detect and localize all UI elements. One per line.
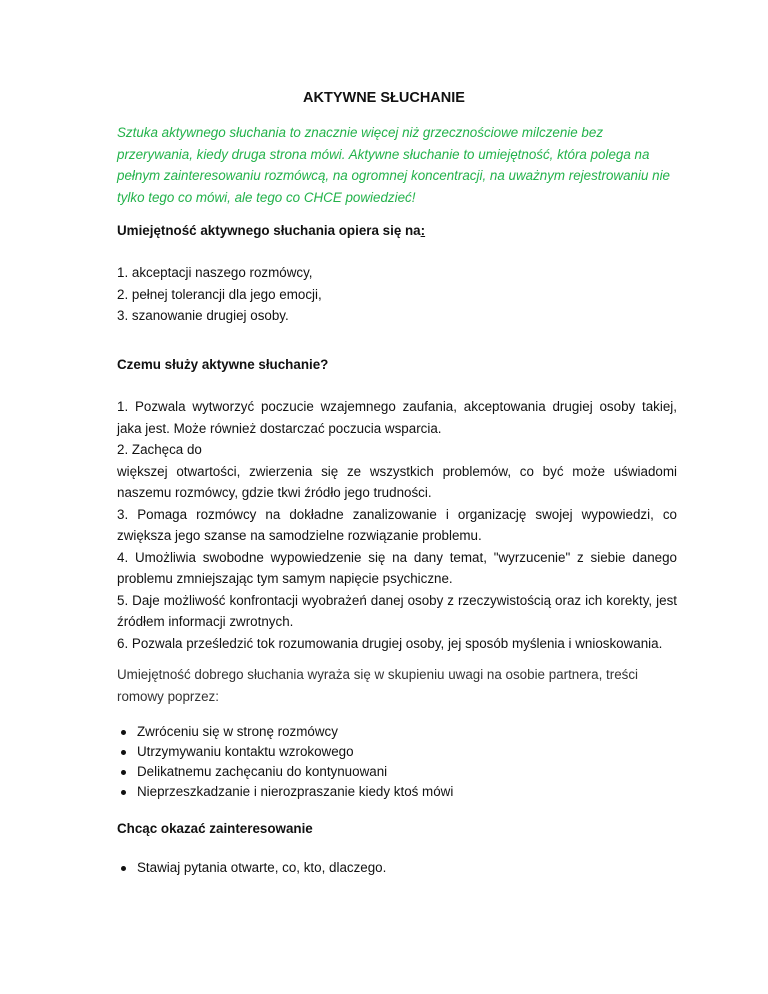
section3-bullets	[117, 722, 677, 802]
list-item	[117, 858, 677, 878]
document-title: AKTYWNE SŁUCHANIE	[303, 90, 465, 106]
list-item: 2. pełnej tolerancji dla jego emocji,	[117, 286, 322, 302]
section2-point-4: 4. Umożliwia swobodne wypowiedzenie się na dany temat, "wyrzucenie" z siebie danego problemu zmniejszając tym samym napięcie psychiczne.	[117, 549, 677, 586]
bullet-icon	[121, 866, 126, 871]
section1-heading-text: Umiejętność aktywnego słuchania opiera się na	[117, 223, 421, 238]
section2-point-2b: większej otwartości, zwierzenia się ze wszystkich problemów, co być może uświadomi naszemu rozmówcy, gdzie tkwi źródło jego trudności.	[117, 463, 677, 500]
section2-point-5: 5. Daje możliwość konfrontacji wyobrażeń danej osoby z rzeczywistością oraz ich korekty, jest źródłem informacji zwrotnych.	[117, 592, 677, 629]
section2-point-2a: 2. Zachęca do	[117, 442, 202, 457]
bullet-icon	[121, 770, 126, 775]
section4-heading: Chcąc okazać zainteresowanie	[117, 821, 313, 836]
list-item	[117, 782, 677, 802]
section4-bullets	[117, 858, 677, 878]
list-item-text: Stawiaj pytania otwarte, co, kto, dlaczego.	[137, 860, 387, 875]
section2-point-3: 3. Pomaga rozmówcy na dokładne zanalizowanie i organizację swojej wypowiedzi, co zwiększa jego szanse na samodzielne rozwiązanie problemu.	[117, 506, 677, 543]
section2-point-6: 6. Pozwala prześledzić tok rozumowania drugiej osoby, jej sposób myślenia i wnioskowania.	[117, 635, 663, 651]
list-item-text: Delikatnemu zachęcaniu do kontynuowani	[137, 764, 388, 779]
section1-heading	[117, 220, 677, 242]
list-item-text: Utrzymywaniu kontaktu wzrokowego	[137, 744, 354, 759]
bullet-icon	[121, 730, 126, 735]
section1-list	[117, 262, 677, 327]
section2-heading: Czemu służy aktywne słuchanie?	[117, 357, 329, 372]
section2-body	[117, 396, 677, 654]
bullet-icon	[121, 750, 126, 755]
intro-paragraph: Sztuka aktywnego słuchania to znacznie więcej niż grzecznościowe milczenie bez przerywania, kiedy druga strona mówi. Aktywne słuchanie to umiejętność, która polega na pełnym zainteresowaniu rozmówcą, na ogromnej koncentracji, na uważnym rejestrowaniu nie tylko tego co mówi, ale tego co CHCE powiedzieć!	[117, 125, 671, 205]
section1-heading-colon: :	[420, 223, 426, 238]
list-item-text: Zwróceniu się w stronę rozmówcy	[137, 724, 338, 739]
list-item	[117, 742, 677, 762]
list-item: 1. akceptacji naszego rozmówcy,	[117, 265, 313, 280]
section3-paragraph: Umiejętność dobrego słuchania wyraża się w skupieniu uwagi na osobie partnera, treści romowy poprzez:	[117, 667, 639, 704]
list-item: 3. szanowanie drugiej osoby.	[117, 308, 289, 323]
list-item-text: Nieprzeszkadzanie i nierozpraszanie kiedy ktoś mówi	[137, 784, 454, 799]
section2-point-1: 1. Pozwala wytworzyć poczucie wzajemnego zaufania, akceptowania drugiej osoby takiej, jaka jest. Może również dostarczać poczucia wsparcia.	[117, 399, 677, 436]
bullet-icon	[121, 790, 126, 795]
list-item	[117, 762, 677, 782]
list-item	[117, 722, 677, 742]
